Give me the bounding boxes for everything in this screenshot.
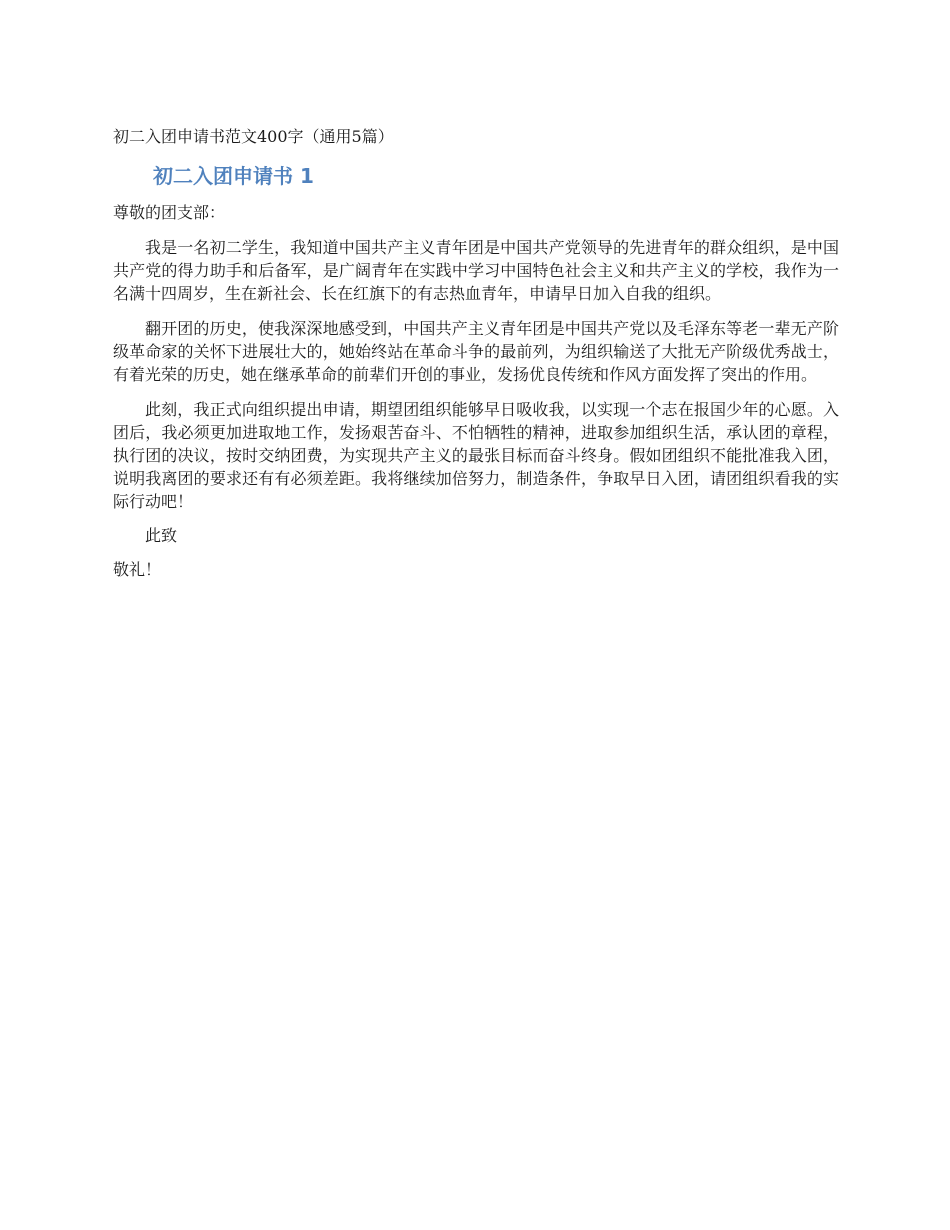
document-title: 初二入团申请书范文400字（通用5篇） [113,127,394,146]
closing-line: 此致 [145,526,178,545]
regards-line: 敬礼！ [113,560,162,579]
body-paragraph-1: 我是一名初二学生，我知道中国共产主义青年团是中国共产党领导的先进青年的群众组织，是中国共产党的得力助手和后备军，是广阔青年在实践中学习中国特色社会主义和共产主义的学校，我作为一名满十四周岁，生在新社会、长在红旗下的有志热血青年，申请早日加入自我的组织。 [113,238,839,303]
body-paragraph-3: 此刻，我正式向组织提出申请，期望团组织能够早日吸收我，以实现一个志在报国少年的心愿。入团后，我必须更加进取地工作，发扬艰苦奋斗、不怕牺牲的精神，进取参加组织生活，承认团的章程，执行团的决议，按时交纳团费，为实现共产主义的最张目标而奋斗终身。假如团组织不能批准我入团，说明我离团的要求还有有必须差距。我将继续加倍努力，制造条件，争取早日入团，请团组织看我的实际行动吧！ [113,400,839,511]
body-paragraph-2: 翻开团的历史，使我深深地感受到，中国共产主义青年团是中国共产党以及毛泽东等老一辈无产阶级革命家的关怀下进展壮大的，她始终站在革命斗争的最前列，为组织输送了大批无产阶级优秀战士，有着光荣的历史，她在继承革命的前辈们开创的事业，发扬优良传统和作风方面发挥了突出的作用。 [113,319,839,384]
document-body [113,124,839,581]
section-heading: 初二入团申请书 1 [153,164,314,188]
salutation: 尊敬的团支部： [113,203,226,222]
